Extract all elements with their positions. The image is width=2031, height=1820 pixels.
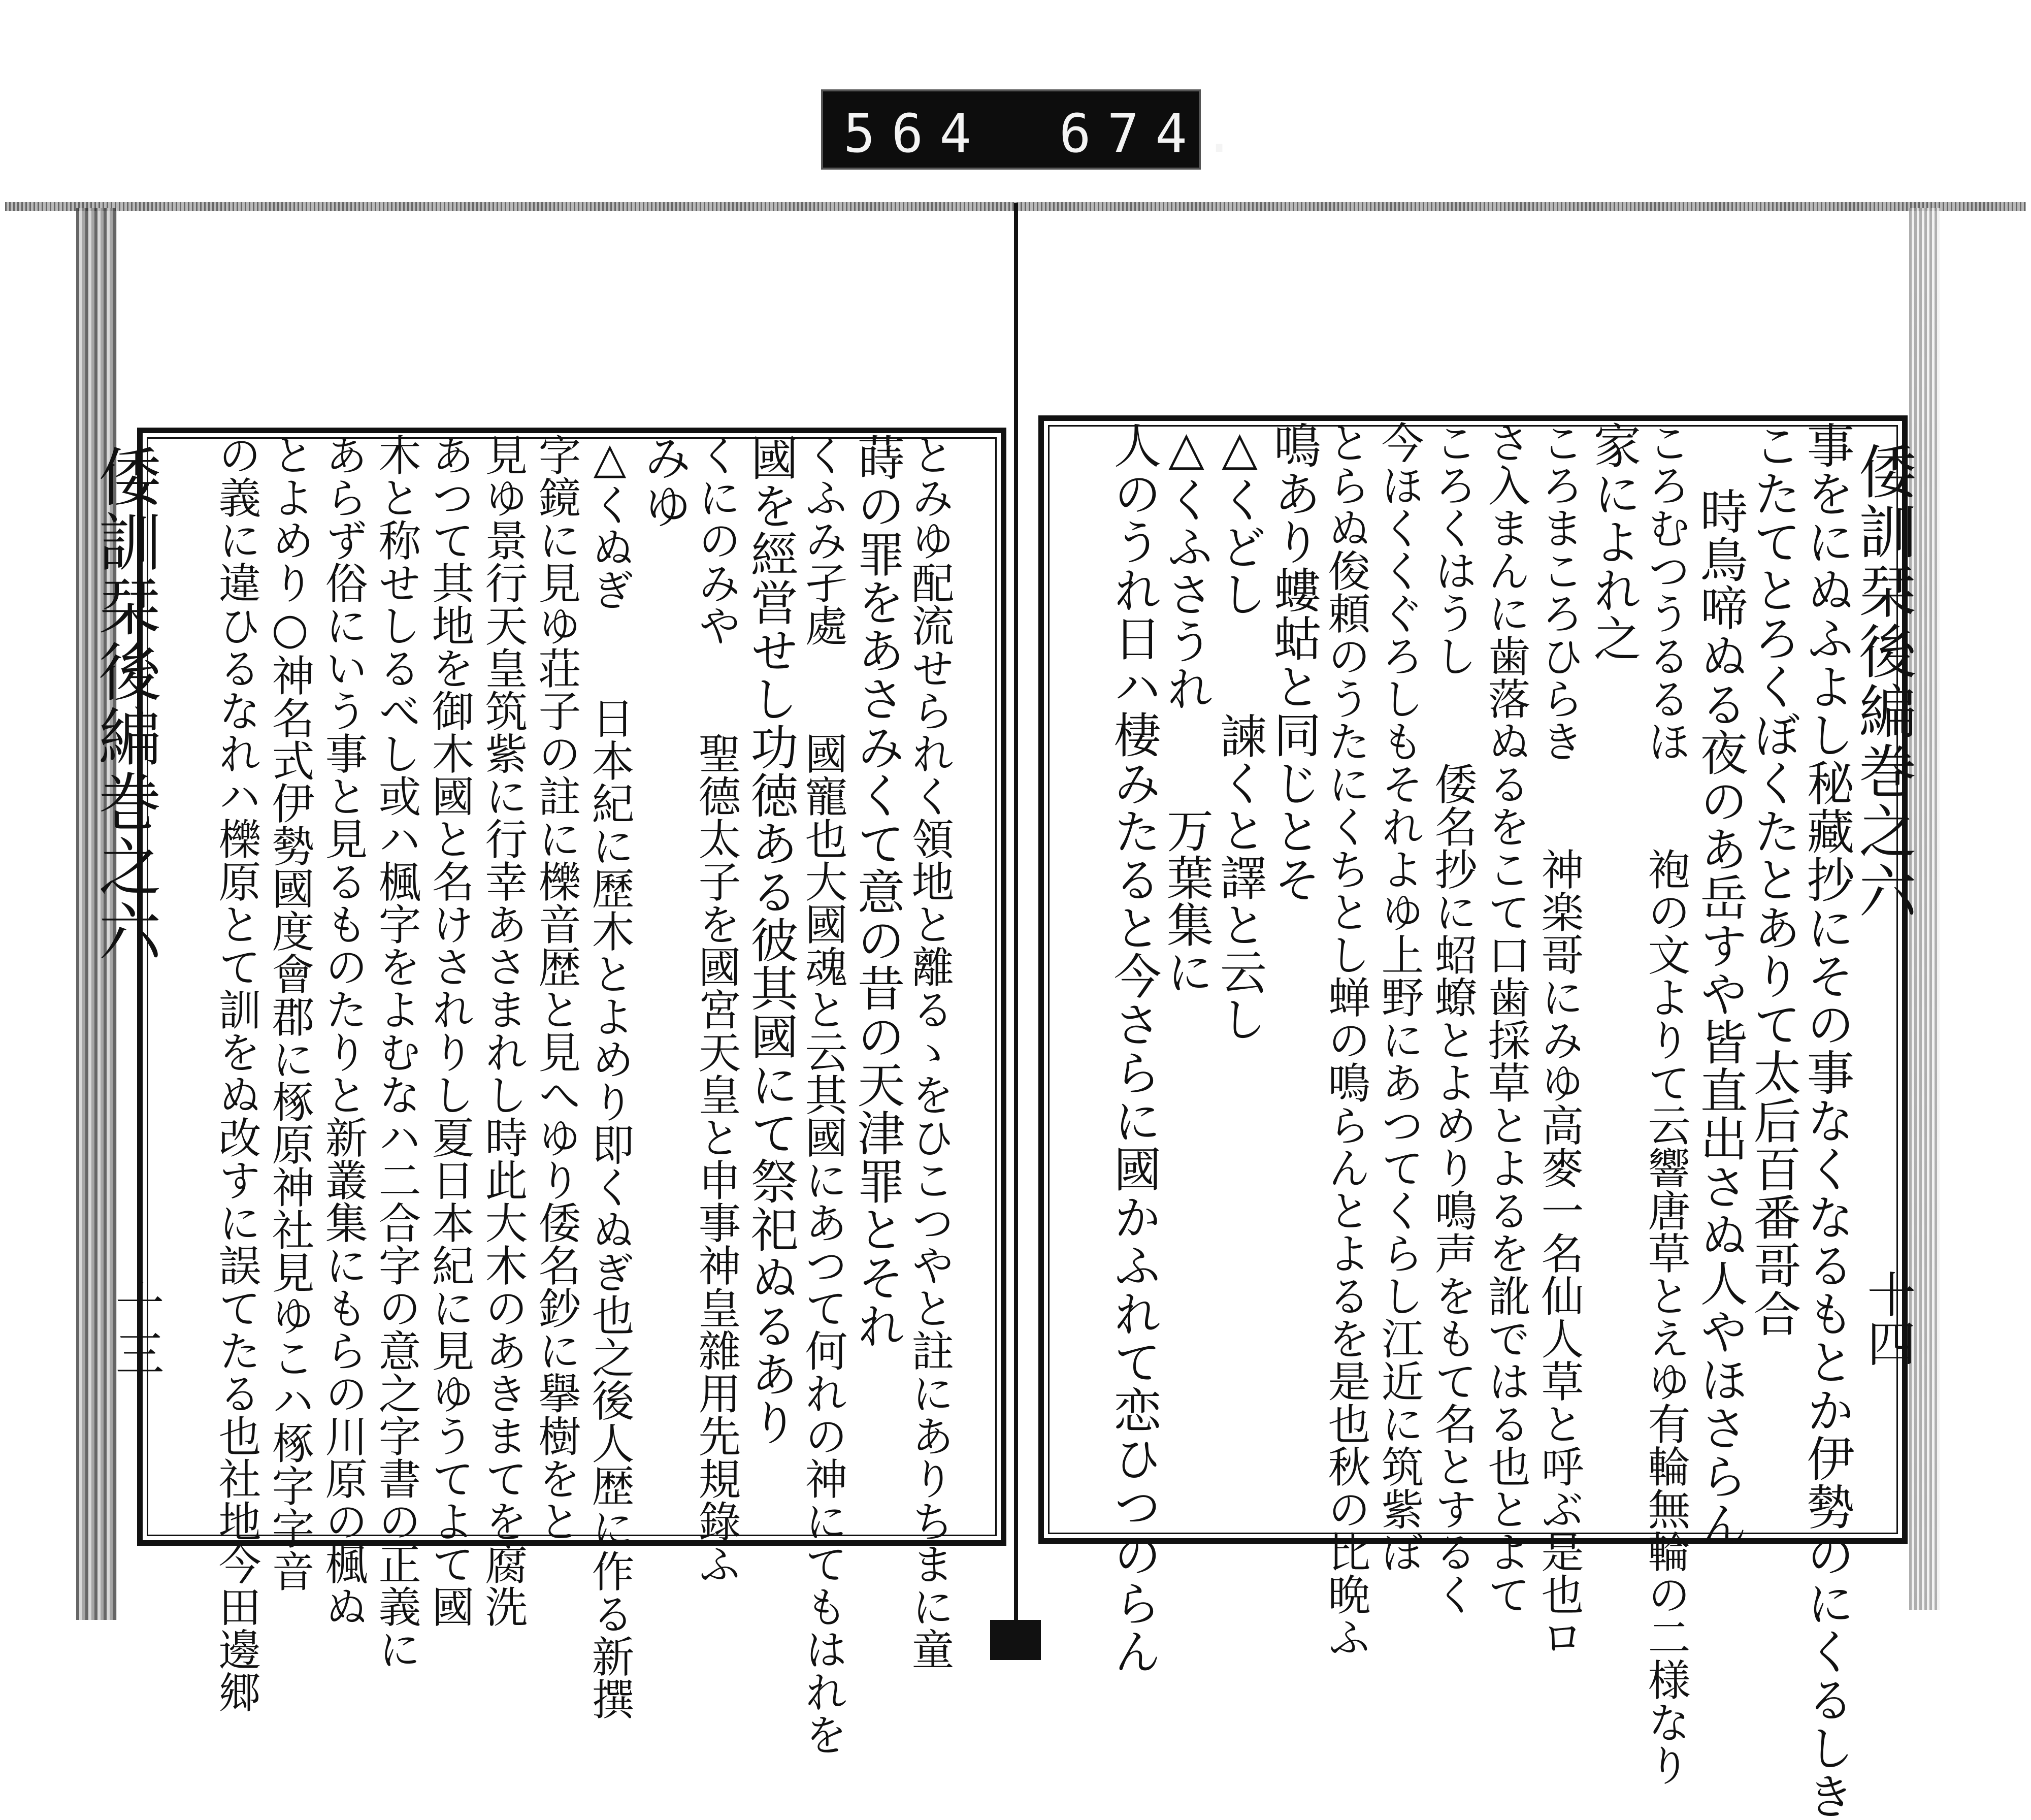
- left-column-4: 國を經営せし功徳ある彼其國にて祭祀ぬるあり: [742, 433, 798, 1446]
- reel-number-right: 674.: [1059, 103, 1252, 165]
- right-page-text-frame: [1038, 415, 1908, 1820]
- left-column-12: あらず俗にいう事と見るものたりと新叢集にもらの川原の楓ぬ: [318, 433, 368, 1628]
- right-column-3: 時鳥啼ぬる夜のあ岳すや皆直出さぬ人やほさらん: [1692, 487, 1747, 1548]
- right-page-folio: 十四: [1859, 1270, 1916, 1367]
- reel-number-left: 564: [843, 103, 988, 165]
- left-column-1: とみゆ配流せられく領地と離るゝをひこつやと註にありちまに童: [905, 433, 955, 1670]
- left-column-8: 字鏡に見ゆ荘子の註に櫟音歴と見へゆり倭名鈔に擧樹をと: [532, 433, 581, 1542]
- right-column-4: ころむつうるるほ 袍の文よりて云響唐草とえゆ有輪無輪の二様なり: [1641, 421, 1691, 1786]
- right-page-running-head: 倭訓栞後編巻之六: [1849, 442, 1917, 921]
- left-column-10: あつて其地を御木國と名けされりし夏日本紀に見ゆうてよて國: [425, 433, 475, 1628]
- left-column-14: の義に違ひるなれハ櫟原とて訓をぬ改すに誤てたる也社地今田邊郷: [212, 433, 261, 1713]
- right-column-1: 事をにぬふよし秘藏抄にその事なくなるもとか伊勢のにくるしき: [1798, 421, 1854, 1820]
- left-column-3: くふみ孑處 國寵也大國魂と云其國にあつて何れの神にてもはれを: [798, 433, 848, 1756]
- book-gutter-line: [1014, 203, 1018, 1625]
- left-page-running-head: 倭訓栞後編巻之六: [88, 444, 161, 964]
- right-column-5: 家によれ之: [1585, 421, 1641, 662]
- right-column-2: こたてとろくぼくたとありて太后百番哥合: [1745, 421, 1800, 1338]
- right-column-9: 今ほくくぐろしもそれよゆ上野にあつてくらし江近に筑紫ぼ: [1374, 421, 1424, 1573]
- right-column-12: △くどし 諫くと譯と云し: [1213, 421, 1267, 1043]
- left-page-folio: 十三: [108, 1280, 165, 1377]
- left-page-text-frame: [137, 428, 1006, 1756]
- right-column-8: ころくはうし 倭名抄に蛁蟟とよめり鳴声をもて名とするく: [1428, 421, 1478, 1615]
- left-column-13: とよめり○神名式伊勢國度會郡に椓原神社見ゆこハ椓字字音: [265, 433, 315, 1592]
- left-column-7: △くぬぎ 日本紀に歷木とよめり即くぬぎ也之後人歴に作る新撰: [585, 433, 635, 1720]
- left-column-5: くにのみや 聖德太子を國宮天皇と申事神皇雜用先規錄ふ: [692, 433, 741, 1585]
- left-column-9: 見ゆ景行天皇筑紫に行幸あさまれし時此大木のあきまてを腐洗: [478, 433, 528, 1628]
- right-column-10: とらぬ俊頼のうたにくちとし蝉の鳴らんとよるを是也秋の比晩ふ: [1321, 421, 1371, 1658]
- right-column-11: 鳴あり螻蛄と同じとそ: [1265, 421, 1321, 903]
- left-column-11: 木と称せしるべし或ハ楓字をよむなハ二合字の意之字書の正義に: [372, 433, 421, 1670]
- left-column-2: 蒔の罪をあさみくて意の昔の天津罪とそれ: [849, 433, 904, 1350]
- right-column-14: 人のうれ日ハ棲みたると今さらに國かふれて恋ひつのらん: [1105, 421, 1161, 1675]
- right-column-6: ころまころひらき 神楽哥にみゆ高麥一名仙人草と呼ぶ是也ロ: [1534, 421, 1584, 1658]
- right-column-7: さ入まんに歯落ぬるをこて口歯採草とよるを訛ではる也とよて: [1481, 421, 1531, 1615]
- left-column-6: みゆ: [636, 433, 691, 530]
- reel-number-label: [821, 89, 1252, 170]
- gutter-binding-block: [990, 1620, 1041, 1660]
- right-column-13: △くふさうれ 万葉集に: [1159, 421, 1214, 995]
